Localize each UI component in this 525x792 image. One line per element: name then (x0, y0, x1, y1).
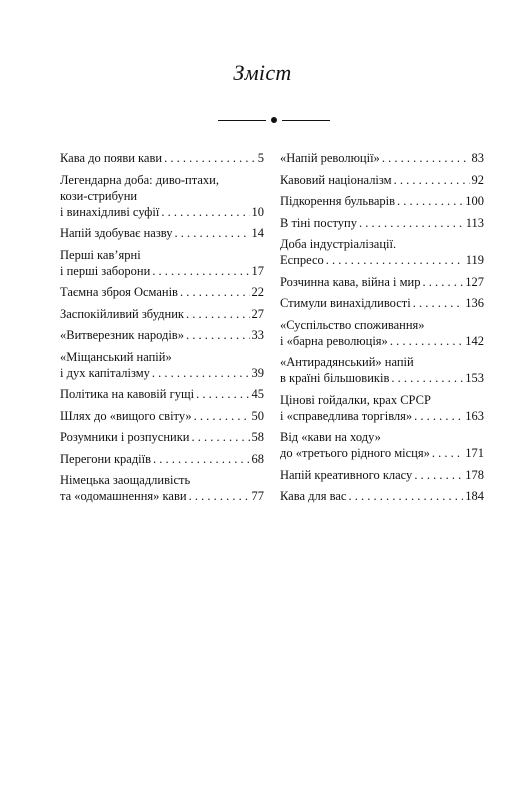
toc-page-number: 153 (465, 371, 484, 385)
toc-entry-row (60, 451, 264, 467)
toc-entry-title-line: Підкорення бульварів (280, 194, 396, 208)
toc-entry-title-line: Стимули винахідливості (280, 296, 411, 310)
toc-entry-title-line: «Напій революції» (280, 151, 380, 165)
ornament-right-rule (282, 120, 330, 121)
dot-leader (413, 295, 464, 311)
toc-entry-row (280, 445, 484, 461)
toc-entry (60, 150, 264, 166)
toc-entry-row (280, 295, 484, 311)
toc-page-number: 39 (251, 365, 264, 380)
toc-page-number: 68 (251, 451, 264, 466)
dot-leader (348, 488, 463, 504)
toc-entry-row (60, 284, 264, 300)
dot-leader (326, 252, 464, 268)
dot-leader (196, 386, 249, 402)
dot-leader (189, 488, 250, 504)
toc-page-number: 77 (251, 489, 264, 503)
toc-page-number: 184 (465, 489, 484, 503)
toc-entry-title-line: «Антирадянський» напій (280, 355, 414, 369)
toc-entry (60, 225, 264, 241)
toc-entry-row (60, 150, 264, 166)
toc-entry (60, 172, 264, 220)
toc-entry-row (60, 488, 264, 504)
toc-entry-row (280, 215, 484, 231)
dot-leader (391, 370, 463, 386)
toc-entry (60, 408, 264, 424)
toc-entry-row (280, 252, 484, 268)
toc-entry-title-line: Заспокійливий збудник (60, 306, 184, 321)
toc-entry-row (280, 370, 484, 386)
toc-entry-title-line: та «одомашнення» кави (60, 489, 187, 503)
toc-page-number: 178 (465, 467, 484, 482)
toc-entry-row (280, 150, 484, 166)
dot-leader (161, 204, 249, 220)
toc-page-number: 127 (465, 274, 484, 289)
toc-page-number: 136 (465, 296, 484, 310)
toc-entry (60, 472, 264, 504)
toc-entry-title-line: Шлях до «вищого світу» (60, 408, 192, 423)
ornament-left-rule (218, 120, 266, 121)
toc-page-number: 5 (257, 151, 264, 165)
toc-entry-title-line: Перегони крадіїв (60, 451, 152, 466)
toc-entry-title-line: Напій креативного класу (280, 467, 413, 482)
toc-entry-row (280, 193, 484, 209)
toc-entry-title-line: Таємна зброя Османів (60, 285, 178, 299)
dot-leader (153, 451, 249, 467)
toc-entry-row (280, 488, 484, 504)
toc-page-number: 17 (251, 263, 264, 278)
dot-leader (152, 365, 250, 381)
dot-leader (422, 274, 463, 290)
toc-entry (60, 386, 264, 402)
toc-entry (280, 193, 484, 209)
toc-page-number: 113 (465, 215, 484, 230)
toc-entry-title-line: і «барна революція» (280, 333, 388, 348)
toc-entry-title-line: до «третього рідного місця» (280, 446, 430, 460)
toc-entry-title-line: в країні більшовиків (280, 371, 390, 385)
toc-entry-title-line: Легендарна доба: диво-птахи, (60, 172, 219, 187)
dot-leader (382, 150, 470, 166)
toc-entry-row (280, 274, 484, 290)
toc-entry-title-line: «Витверезник народів» (60, 328, 184, 342)
toc-entry (60, 349, 264, 381)
toc-page-number: 45 (251, 387, 264, 401)
toc-entry-title-line: Еспресо (280, 253, 324, 267)
toc-entry-title-line: Кава до появи кави (60, 151, 163, 165)
toc-page-number: 27 (251, 306, 264, 321)
toc-entry-row (60, 327, 264, 343)
toc-entry-title-line: В тіні поступу (280, 215, 357, 230)
toc-entry-title-line: Німецька заощадливість (60, 473, 191, 487)
toc-right-column (280, 150, 484, 510)
toc-entry-row (60, 225, 264, 241)
toc-page-number: 22 (251, 285, 264, 299)
toc-entry (280, 354, 484, 386)
toc-entry-title-line: і «справедлива торгівля» (280, 408, 413, 423)
toc-entry-title-line: Кавовий націоналізм (280, 172, 392, 187)
toc-entry (280, 392, 484, 424)
toc-page-number: 142 (465, 333, 484, 348)
title-ornament (218, 116, 330, 126)
toc-entry-title-line: і винахідливі суфії (60, 204, 160, 219)
toc-entry (280, 172, 484, 188)
toc-entry-row (60, 429, 264, 445)
toc-entry (280, 215, 484, 231)
toc-entry-title-line: кози-стрибуни (60, 188, 138, 203)
toc-entry-title-line: «Міщанський напій» (60, 349, 172, 364)
toc-entry-row (280, 408, 484, 424)
dot-leader (192, 429, 250, 445)
toc-entry (280, 488, 484, 504)
toc-entry (280, 317, 484, 349)
toc-entry-row (280, 172, 484, 188)
toc-entry (60, 429, 264, 445)
toc-page-number: 33 (251, 328, 264, 342)
toc-entry-title-line: Політика на кавовій гущі (60, 387, 195, 401)
ornament-dot (271, 117, 277, 123)
dot-leader (414, 467, 463, 483)
toc-title: Зміст (233, 60, 292, 85)
toc-entry-title-line: Доба індустріалізації. (280, 237, 397, 251)
dot-leader (194, 408, 250, 424)
dot-leader (432, 445, 463, 461)
toc-entry (280, 467, 484, 483)
toc-entry (60, 327, 264, 343)
toc-entry (280, 150, 484, 166)
toc-entry-title-line: Перші кав’ярні (60, 247, 141, 262)
dot-leader (186, 327, 250, 343)
dot-leader (394, 172, 470, 188)
toc-page-number: 171 (465, 446, 484, 460)
dot-leader (414, 408, 463, 424)
toc-entry-title-line: Від «кави на ходу» (280, 430, 381, 444)
toc-entry-row (280, 333, 484, 349)
toc-entry-row (60, 204, 264, 220)
toc-page-number: 100 (465, 194, 484, 208)
toc-entry (280, 274, 484, 290)
toc-entry-title-line: «Суспільство споживання» (280, 317, 425, 332)
toc-page-number: 14 (251, 226, 264, 240)
toc-page-number: 50 (251, 408, 264, 423)
dot-leader (390, 333, 463, 349)
toc-entry-row (60, 365, 264, 381)
dot-leader (152, 263, 249, 279)
dot-leader (359, 215, 464, 231)
dot-leader (180, 284, 250, 300)
toc-entry-title-line: Розумники і розпусники (60, 430, 190, 444)
toc-page-number: 10 (251, 204, 264, 219)
dot-leader (186, 306, 250, 322)
toc-entry (280, 429, 484, 461)
toc-entry-title-line: Напій здобуває назву (60, 226, 173, 240)
toc-entry (60, 247, 264, 279)
toc-entry (60, 451, 264, 467)
dot-leader (397, 193, 463, 209)
toc-entry-title-line: Цінові гойдалки, крах СРСР (280, 392, 431, 407)
dot-leader (164, 150, 256, 166)
toc-entry (280, 295, 484, 311)
toc-entry-title-line: Кава для вас (280, 489, 347, 503)
toc-page-number: 119 (465, 253, 484, 267)
toc-entry-row (60, 306, 264, 322)
toc-entry-row (60, 263, 264, 279)
toc-entry-row (280, 467, 484, 483)
toc-entry-title-line: і перші заборони (60, 263, 151, 278)
toc-page-number: 92 (471, 172, 484, 187)
toc-entry-row (60, 386, 264, 402)
toc-entry (60, 306, 264, 322)
toc-page-number: 58 (251, 430, 264, 444)
toc-entry (60, 284, 264, 300)
toc-page-number: 163 (465, 408, 484, 423)
toc-entry-title-line: Розчинна кава, війна і мир (280, 274, 421, 289)
toc-left-column (60, 150, 264, 510)
toc-entry-row (60, 408, 264, 424)
dot-leader (175, 225, 250, 241)
toc-entry (280, 236, 484, 268)
toc-entry-title-line: і дух капіталізму (60, 365, 150, 380)
toc-page-number: 83 (471, 151, 484, 165)
